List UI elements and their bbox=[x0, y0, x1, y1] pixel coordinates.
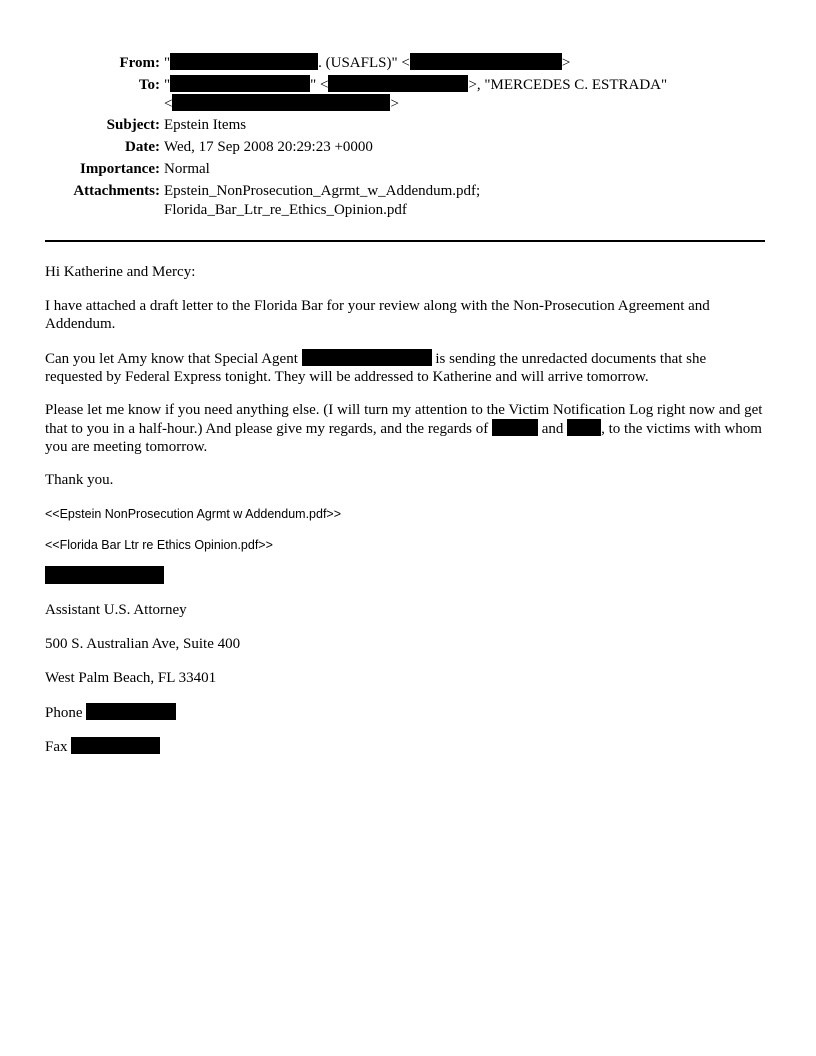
thanks: Thank you. bbox=[45, 472, 114, 488]
redaction-block bbox=[45, 566, 164, 584]
greeting: Hi Katherine and Mercy: bbox=[45, 264, 196, 280]
redaction-block bbox=[170, 75, 310, 92]
signature-address-1: 500 S. Australian Ave, Suite 400 bbox=[45, 636, 241, 652]
redaction-block bbox=[567, 419, 601, 436]
from-value: " . (USAFLS)" < > bbox=[164, 55, 571, 71]
subject-value: Epstein Items bbox=[164, 117, 247, 133]
signature-name bbox=[45, 566, 765, 586]
to-label: To: bbox=[138, 77, 160, 93]
attachment-2: Florida_Bar_Ltr_re_Ethics_Opinion.pdf bbox=[164, 202, 407, 218]
to-value: " " < >, "MERCEDES C. ESTRADA" bbox=[164, 77, 668, 93]
redaction-block bbox=[328, 75, 468, 92]
redaction-block bbox=[410, 53, 562, 70]
signature-title: Assistant U.S. Attorney bbox=[45, 602, 187, 618]
signature-address-2: West Palm Beach, FL 33401 bbox=[45, 670, 217, 686]
paragraph-1: I have attached a draft letter to the Florida Bar for your review along with the Non-Prosecution Agreement and Addendum. bbox=[45, 298, 710, 332]
paragraph-2: Can you let Amy know that Special Agent is sending the unredacted documents that she requested by Federal Express tonight. They will be addressed to Katherine and will arrive tomorrow. bbox=[45, 351, 707, 385]
importance-label: Importance: bbox=[80, 161, 160, 177]
importance-value: Normal bbox=[164, 161, 210, 177]
signature-fax: Fax bbox=[45, 737, 765, 756]
header-divider bbox=[45, 240, 765, 242]
attachment-ref-2: <<Florida Bar Ltr re Ethics Opinion.pdf>> bbox=[45, 538, 273, 552]
redaction-block bbox=[302, 349, 432, 366]
redaction-block bbox=[172, 94, 390, 111]
date-value: Wed, 17 Sep 2008 20:29:23 +0000 bbox=[164, 139, 373, 155]
subject-label: Subject: bbox=[106, 117, 160, 133]
attachments-label: Attachments: bbox=[73, 183, 160, 199]
redaction-block bbox=[86, 703, 176, 720]
signature-phone: Phone bbox=[45, 703, 765, 722]
redaction-block bbox=[170, 53, 318, 70]
from-label: From: bbox=[119, 55, 160, 71]
attachment-1: Epstein_NonProsecution_Agrmt_w_Addendum.pdf; bbox=[164, 183, 481, 199]
date-label: Date: bbox=[125, 139, 160, 155]
redaction-block bbox=[71, 737, 160, 754]
paragraph-3: Please let me know if you need anything else. (I will turn my attention to the Victim Notification Log right now and get that to you in a half-hour.) And please give my regards, and the regards of and , to the victims with whom you are meeting tomorrow. bbox=[45, 402, 763, 455]
attachment-ref-1: <<Epstein NonProsecution Agrmt w Addendum.pdf>> bbox=[45, 507, 342, 521]
redaction-block bbox=[492, 419, 538, 436]
